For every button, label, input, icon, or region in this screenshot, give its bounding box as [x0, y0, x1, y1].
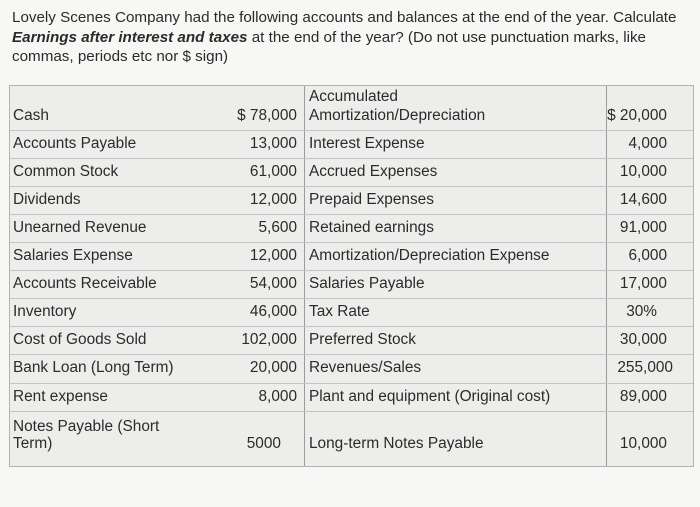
- column-divider: [606, 86, 607, 466]
- account-amount: 30%: [626, 303, 657, 320]
- row-divider: [10, 354, 693, 355]
- account-name-line2: Term): [13, 435, 53, 452]
- account-amount: 10,000: [619, 163, 667, 180]
- account-amount: 4,000: [628, 135, 667, 152]
- account-name: Dividends: [13, 191, 81, 208]
- account-name: Inventory: [13, 303, 77, 320]
- account-amount: 14,600: [619, 191, 667, 208]
- account-name: Prepaid Expenses: [309, 191, 434, 208]
- row-divider: [10, 411, 693, 412]
- row-divider: [10, 158, 693, 159]
- account-amount: 8,000: [258, 388, 297, 405]
- account-name: Tax Rate: [309, 303, 370, 320]
- question-intro: Lovely Scenes Company had the following accounts and balances at the end of the year. Calculate: [12, 9, 677, 26]
- account-name: Common Stock: [13, 163, 119, 180]
- account-name: Salaries Expense: [13, 247, 133, 264]
- account-amount: $ 78,000: [237, 107, 297, 124]
- account-name: Retained earnings: [309, 219, 434, 236]
- account-name: Long-term Notes Payable: [309, 435, 484, 452]
- account-amount: 6,000: [628, 247, 667, 264]
- account-amount: 17,000: [619, 275, 667, 292]
- account-name: Interest Expense: [309, 135, 425, 152]
- account-amount: 5000: [246, 435, 281, 452]
- account-name: Cost of Goods Sold: [13, 331, 147, 348]
- account-amount: 54,000: [249, 275, 297, 292]
- account-amount: 12,000: [249, 191, 297, 208]
- column-divider: [304, 86, 305, 466]
- row-divider: [10, 383, 693, 384]
- account-amount: 255,000: [617, 359, 673, 376]
- account-name: Revenues/Sales: [309, 359, 422, 376]
- account-name-line1: Notes Payable (Short: [13, 418, 160, 435]
- account-name: Amortization/Depreciation Expense: [309, 247, 550, 264]
- question-text: [12, 8, 694, 67]
- account-amount: 30,000: [619, 331, 667, 348]
- account-name: Accrued Expenses: [309, 163, 438, 180]
- account-name: Preferred Stock: [309, 331, 416, 348]
- account-amount: 5,600: [258, 219, 297, 236]
- account-name: Unearned Revenue: [13, 219, 147, 236]
- account-amount: 91,000: [619, 219, 667, 236]
- row-divider: [10, 326, 693, 327]
- question-emphasis: Earnings after interest and taxes: [12, 28, 248, 46]
- account-amount: 20,000: [249, 359, 297, 376]
- account-name: Rent expense: [13, 388, 108, 405]
- account-name: Plant and equipment (Original cost): [309, 388, 551, 405]
- account-name: Salaries Payable: [309, 275, 425, 292]
- account-amount: 12,000: [249, 247, 297, 264]
- row-divider: [10, 270, 693, 271]
- row-divider: [10, 186, 693, 187]
- question-outro: at the end of the year? (Do not use punctuation marks, like commas, periods etc nor $ sign): [12, 28, 646, 65]
- account-name: Amortization/Depreciation: [309, 107, 486, 124]
- account-amount: 89,000: [619, 388, 667, 405]
- accounts-table: [9, 85, 694, 467]
- account-amount: 46,000: [249, 303, 297, 320]
- account-name: Bank Loan (Long Term): [13, 359, 174, 376]
- account-name: Accounts Payable: [13, 135, 137, 152]
- account-amount: $ 20,000: [607, 107, 667, 124]
- row-divider: [10, 242, 693, 243]
- account-amount: 13,000: [249, 135, 297, 152]
- account-amount: 10,000: [619, 435, 667, 452]
- account-name: Cash: [13, 107, 49, 124]
- row-divider: [10, 298, 693, 299]
- row-divider: [10, 214, 693, 215]
- account-amount: 102,000: [241, 331, 297, 348]
- account-amount: 61,000: [249, 163, 297, 180]
- account-name: Accumulated: [309, 88, 398, 105]
- row-divider: [10, 130, 693, 131]
- account-name: Accounts Receivable: [13, 275, 157, 292]
